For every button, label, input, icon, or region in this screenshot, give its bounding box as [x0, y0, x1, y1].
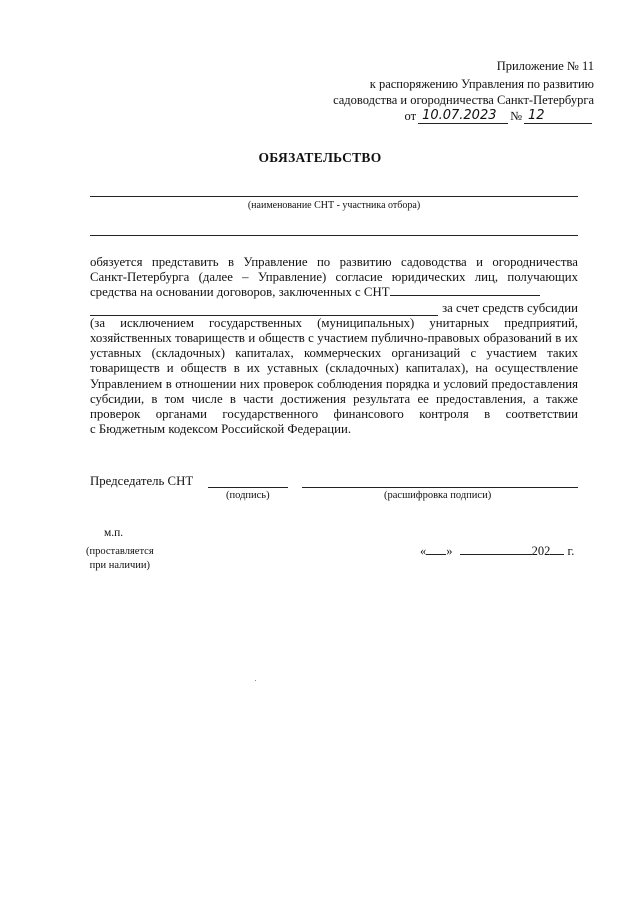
- snt-fill-line: [390, 285, 540, 296]
- body-line: [90, 301, 578, 316]
- number-prefix: №: [510, 109, 522, 123]
- date-open-quote: «: [420, 544, 427, 558]
- obligation-text: [90, 255, 578, 437]
- body-line: хозяйственных товариществ и обществ с участием публично-правовых образований в их: [90, 331, 578, 346]
- day-fill: [426, 544, 446, 555]
- body-line: (за исключением государственных (муниципальных) унитарных предприятий,: [90, 315, 578, 330]
- body-line-text: за счет средств субсидии: [442, 300, 578, 315]
- year-fill: [550, 544, 564, 555]
- body-line-text: средства на основании договоров, заключенных с СНТ: [90, 285, 390, 300]
- body-line: Управлением в отношении них проверок соблюдения порядка и условий предоставления: [90, 376, 578, 391]
- handwritten-number: 12: [524, 109, 592, 124]
- body-line: товариществ и обществ в их уставных (складочных) капиталах), на осуществление: [90, 361, 578, 376]
- stamp-note: [86, 545, 154, 572]
- document-title: ОБЯЗАТЕЛЬСТВО: [258, 150, 382, 165]
- signature-caption: (подпись): [226, 490, 270, 501]
- date-close-quote: »: [446, 544, 453, 558]
- department-line: садоводства и огородничества Санкт-Петербурга: [333, 93, 594, 107]
- order-date-row: [405, 109, 595, 124]
- year-prefix: 202: [531, 544, 551, 558]
- snt-name-line: [90, 196, 578, 197]
- year-suffix: г.: [567, 544, 575, 558]
- body-line: Санкт-Петербурга (далее – Управление) согласие юридических лиц, получающих: [90, 270, 578, 285]
- handwritten-date: 10.07.2023: [418, 109, 508, 124]
- month-fill: [460, 544, 532, 555]
- snt-name-caption: (наименование СНТ - участника отбора): [247, 200, 421, 211]
- signature-date: [420, 544, 574, 559]
- body-line: с Бюджетным кодексом Российской Федерации.: [90, 422, 352, 437]
- snt-name-line-2: [90, 235, 578, 236]
- stamp-label: м.п.: [104, 527, 124, 539]
- stamp-note-line: (проставляется: [86, 546, 154, 557]
- body-line: уставных (складочных) капиталах, коммерческих организаций с участием таких: [90, 346, 578, 361]
- appendix-label: Приложение № 11: [496, 59, 594, 73]
- body-line: обязуется представить в Управление по развитию садоводства и огородничества: [90, 255, 578, 269]
- date-prefix: от: [404, 109, 417, 123]
- stamp-note-line: при наличии): [89, 559, 151, 571]
- contract-fill-line: [90, 305, 438, 316]
- signature-decode-caption: (расшифровка подписи): [384, 490, 492, 501]
- signature-line: [208, 487, 288, 488]
- body-line: субсидии, в том числе в части достижения результата ее предоставления, а также: [90, 391, 578, 406]
- chairman-label: Председатель СНТ: [90, 474, 194, 488]
- order-reference-line: к распоряжению Управления по развитию: [369, 77, 594, 91]
- signature-decode-line: [302, 487, 578, 488]
- body-line: проверок органами государственного финансового контроля в соответствии: [90, 407, 578, 422]
- body-line: [90, 285, 578, 300]
- scan-speck: [255, 680, 256, 681]
